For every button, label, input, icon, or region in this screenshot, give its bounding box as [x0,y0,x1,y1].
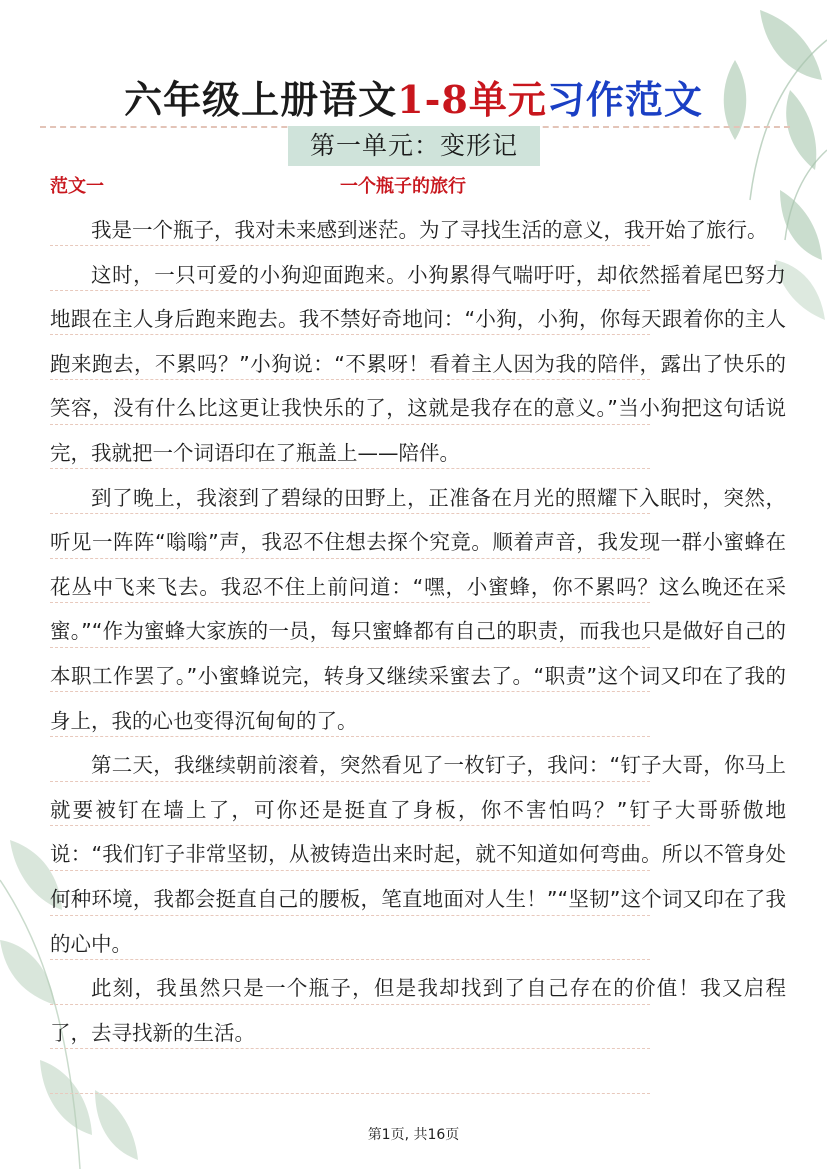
paragraph: 此刻，我虽然只是一个瓶子，但是我却找到了自己存在的价值！我又启程了，去寻找新的生活。 [50,976,786,1045]
title-essay-words: 习作范文 [546,77,703,122]
essay-title: 一个瓶子的旅行 [340,176,466,197]
paragraph: 这时，一只可爱的小狗迎面跑来。小狗累得气喘吁吁，却依然摇着尾巴努力地跟在主人身后跑来跑去。我不禁好奇地问：“小狗，小狗，你每天跟着你的主人跑来跑去，不累吗？”小狗说：“不累呀！看着主人因为我的陪伴，露出了快乐的笑容，没有什么比这更让我快乐的了，这就是我存在的意义。”当小狗把这句话说完，我就把一个词语印在了瓶盖上——陪伴。 [50,262,786,465]
page-number: 第1页, 共16页 [367,1127,460,1143]
page-title [0,72,827,128]
essay-label: 范文一 [50,176,104,197]
title-grade-subject: 六年级上册语文 [124,77,398,122]
unit-heading: 第一单元：变形记 [288,126,540,166]
paragraph: 到了晚上，我滚到了碧绿的田野上，正准备在月光的照耀下入眠时，突然，听见一阵阵“嗡嗡”声，我忍不住想去探个究竟。顺着声音，我发现一群小蜜蜂在花丛中飞来飞去。我忍不住上前问道：“嘿，小蜜蜂，你不累吗？这么晚还在采蜜。”“作为蜜蜂大家族的一员，每只蜜蜂都有自己的职责，而我也只是做好自己的本职工作罢了。”小蜜蜂说完，转身又继续采蜜去了。“职责”这个词又印在了我的身上，我的心也变得沉甸甸的了。 [50,485,786,733]
paragraph: 我是一个瓶子，我对未来感到迷茫。为了寻找生活的意义，我开始了旅行。 [91,218,768,242]
paragraph: 第二天，我继续朝前滚着，突然看见了一枚钉子，我问：“钉子大哥，你马上就要被钉在墙上了，可你还是挺直了身板，你不害怕吗？”钉子大哥骄傲地说：“我们钉子非常坚韧，从被铸造出来时起，就不知道如何弯曲。所以不管身处何种环境，我都会挺直自己的腰板，笔直地面对人生！”“坚韧”这个词又印在了我的心中。 [50,753,786,956]
title-unit-word: 单元 [468,77,547,122]
title-unit-range: 1-8 [397,77,469,122]
essay-body [50,208,786,1055]
